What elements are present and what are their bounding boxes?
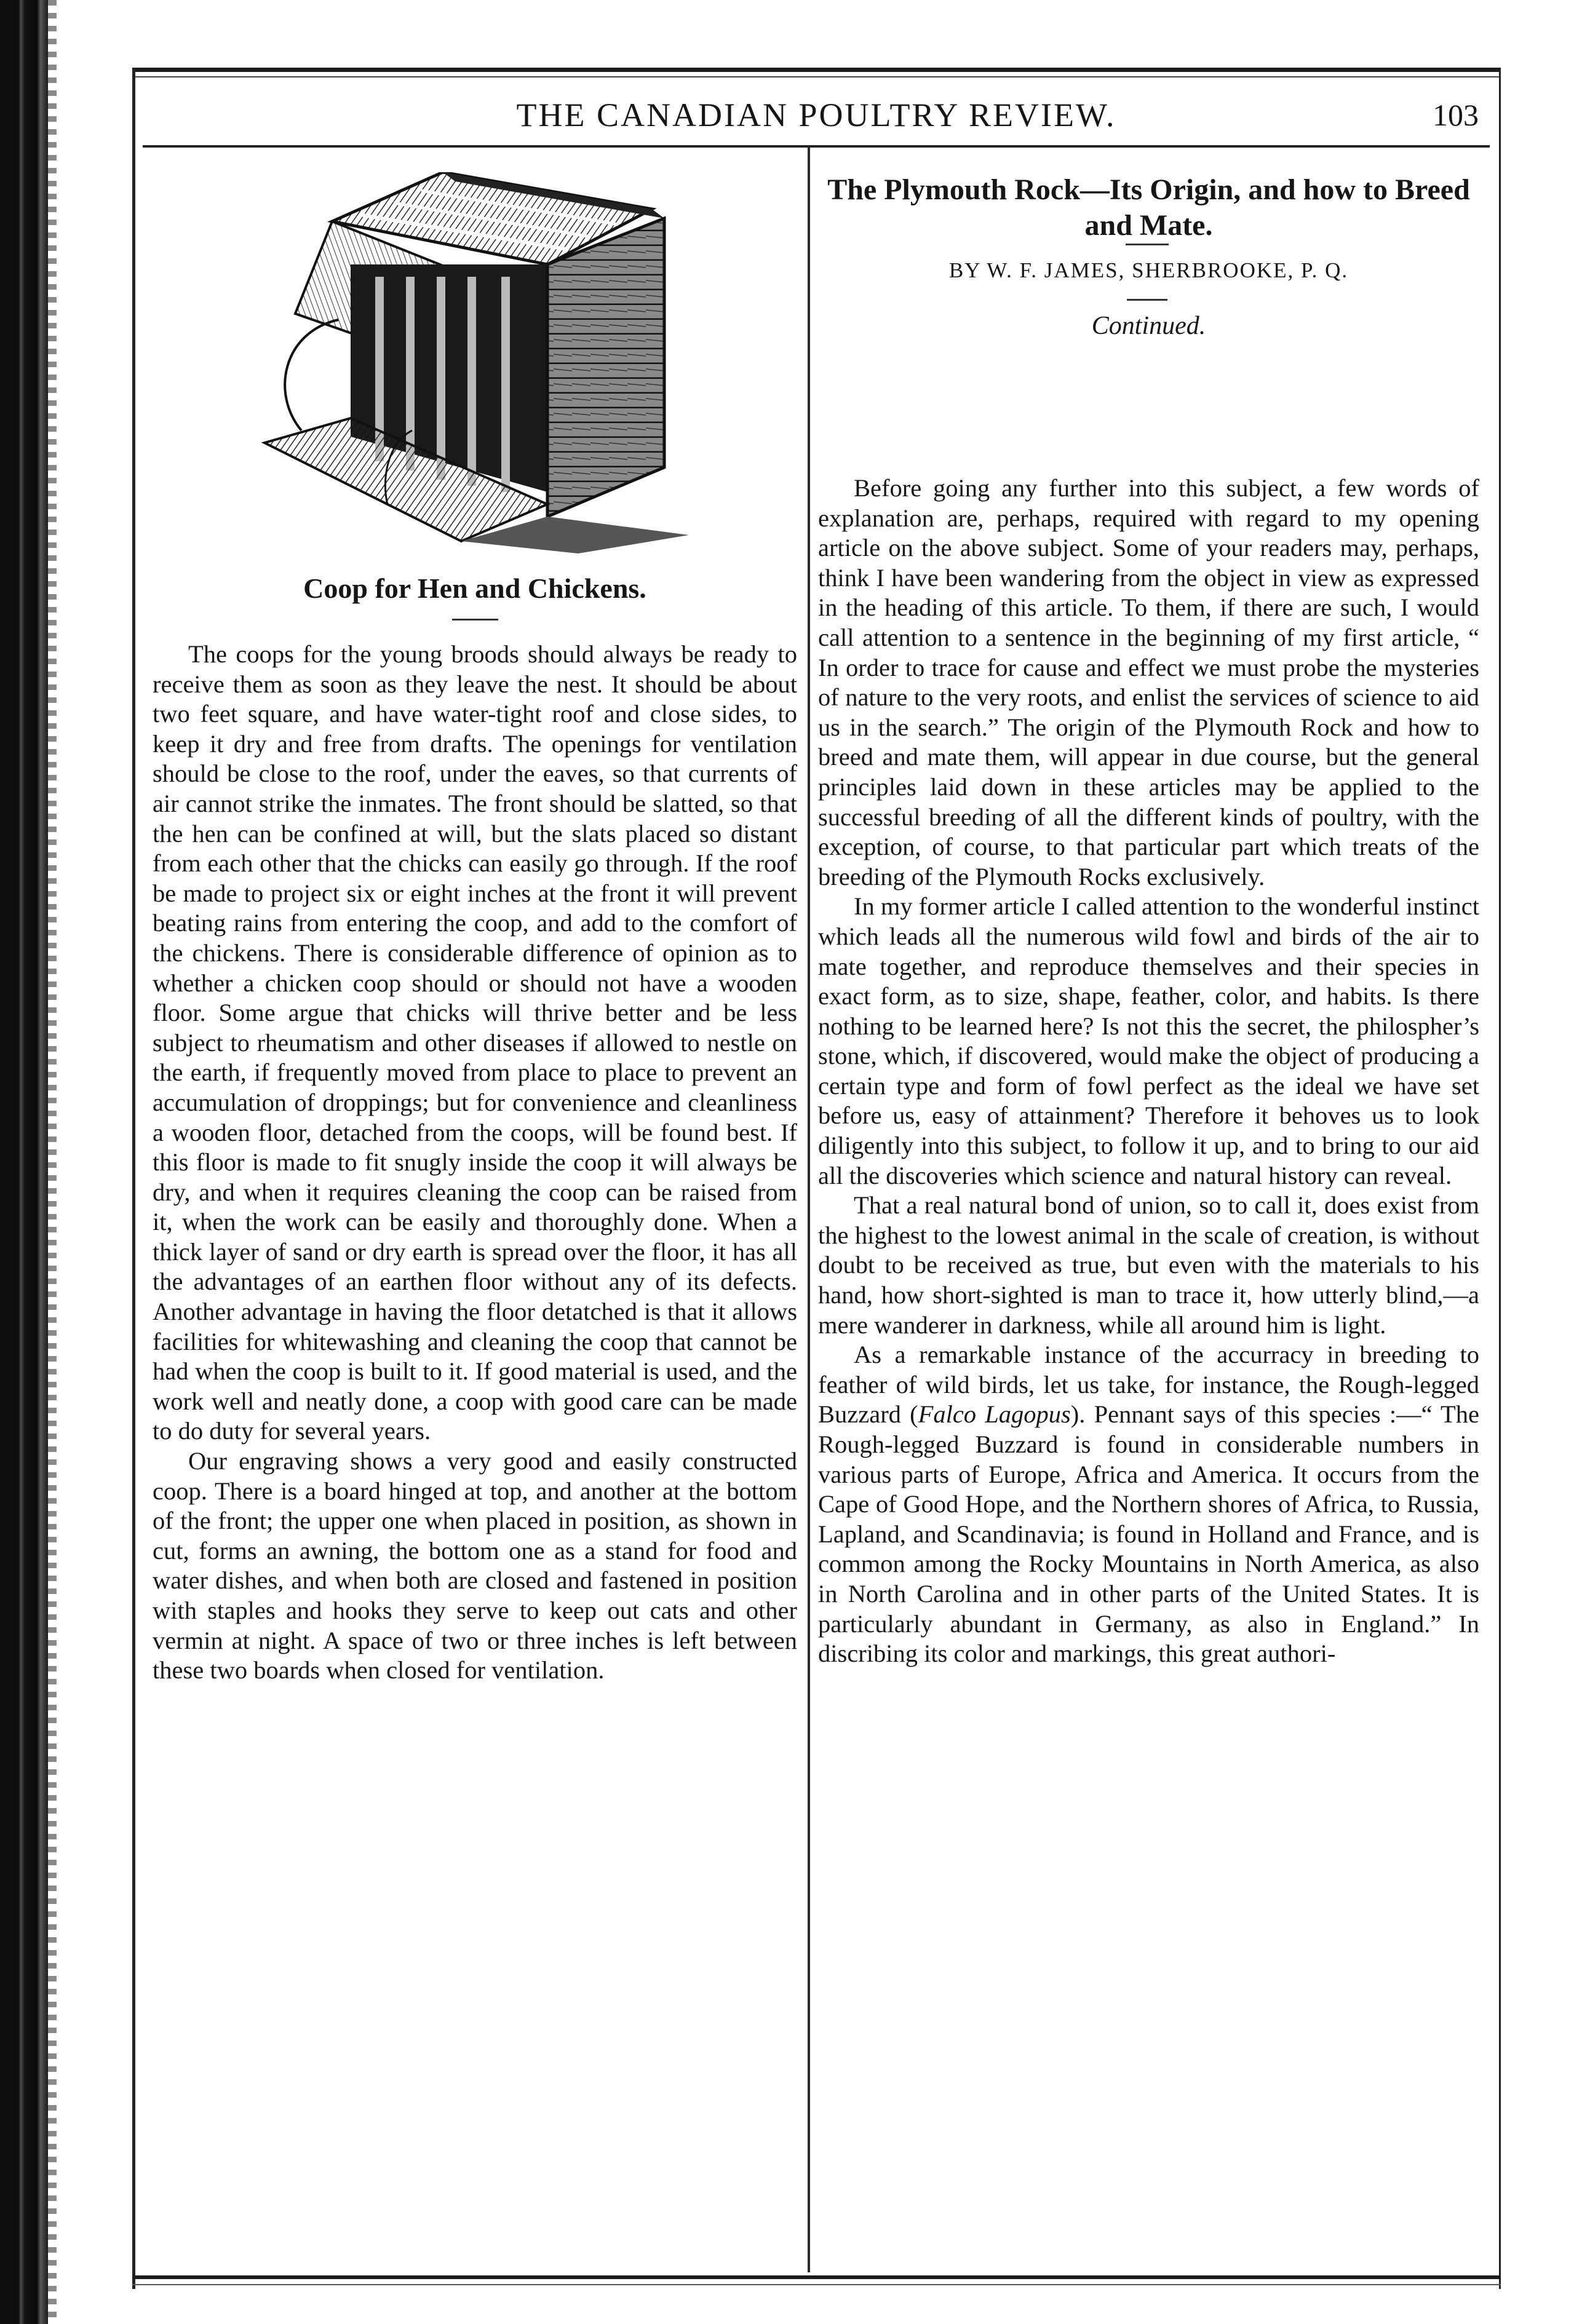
paragraph: The coops for the young broods should always be ready to receive them as soon as they leave the nest. It should be about two feet square, and have water-tight roof and close sides, to keep it dry and free from drafts. The openings for ventilation should be close to the roof, under the eaves, so that currents of air cannot strike the inmates. The front should be slatted, so that the hen can be confined at will, but the slats placed so distant from each other that the chicks can easily go through. If the roof be made to project six or eight inches at the front it will prevent beating rains from entering the coop, and add to the comfort of the chickens. There is considerable difference of opinion as to whether a chicken coop should or should not have a wooden floor. Some argue that chicks will thrive better and be less subject to rheumatism and other diseases if allowed to nestle on the earth, if frequently moved from place to place to prevent an accumulation of droppings; but for convenience and cleanliness a wooden floor, detached from the coops, will be found best. If this floor is made to fit snugly inside the coop it will always be dry, and when it requires cleaning the coop can be raised from it, when the work can be easily and thoroughly done. When a thick layer of sand or dry earth is spread over the floor, it has all the advantages of an earthen floor without any of its defects. Another advantage in having the floor detatched is that it allows facilities for whitewashing and cleaning the coop that cannot be had when the coop is built to it. If good material is used, and the work well and neatly done, a coop with good care can be made to do duty for several years. bbox=[153, 640, 797, 1445]
illustration-caption: Coop for Hen and Chickens. bbox=[303, 573, 646, 604]
title-rule bbox=[1126, 244, 1169, 245]
masthead-rule bbox=[143, 145, 1490, 148]
page-number: 103 bbox=[1433, 98, 1479, 132]
continued-label: Continued. bbox=[1091, 312, 1206, 340]
paragraph-text: As a remarkable instance of the accurracy in breeding to feather of wild birds, let us take, for instance, the Rough-legged Buzzard ( bbox=[818, 1341, 1479, 1429]
article-byline: BY W. F. JAMES, SHERBROOKE, P. Q. bbox=[948, 258, 1349, 282]
journal-title: THE CANADIAN POULTRY REVIEW. bbox=[516, 97, 1116, 133]
paragraph-text: ). Pennant says of this species :—“ The Rough-legged Buzzard is found in considerable numbers in various parts of Europe, Africa and America. It occurs from the Cape of Good Hope, and the Northern shores of Africa, to Russia, Lapland, and Scandinavia; is found in Holland and France, and is common among the Rocky Mountains in North America, as also in North Carolina and in other parts of the United States. It is particularly abundant in Germany, as also in England.” In discribing its color and markings, this great authori- bbox=[818, 1400, 1479, 1668]
article-title: The Plymouth Rock—Its Origin, and how to Breed and Mate. bbox=[827, 173, 1470, 242]
column-divider bbox=[808, 148, 810, 2272]
paragraph: That a real natural bond of union, so to call it, does exist from the highest to the lowest animal in the scale of creation, is without doubt to be received as true, but even with the materials to his hand, how short-sighted is man to trace it, how utterly blind,—a mere wanderer in darkness, while all around him is light. bbox=[818, 1191, 1479, 1339]
paragraph bbox=[818, 1340, 1479, 1669]
book-spine-shadow bbox=[0, 0, 48, 2324]
right-column bbox=[818, 474, 1479, 1669]
left-column bbox=[153, 640, 797, 1686]
bottom-border-rule-thin bbox=[132, 2284, 1501, 2285]
byline-rule bbox=[1127, 299, 1167, 301]
latin-species-name: Falco Lagopus bbox=[918, 1400, 1071, 1429]
hen-coop-engraving-icon bbox=[258, 172, 726, 553]
bottom-border-rule bbox=[132, 2275, 1501, 2279]
paragraph: In my former article I called attention to the wonderful instinct which leads all the numerous wild fowl and birds of the air to mate together, and reproduce themselves and their species in exact form, as to size, shape, feather, color, and habits. Is there nothing to be learned here? Is not this the secret, the philospher’s stone, which, if discovered, would make the object of producing a certain type and form of fowl perfect as the ideal we have set before us, easy of attainment? Therefore it behoves us to look diligently into this subject, to follow it up, and to bring to our aid all the discoveries which science and natural history can reveal. bbox=[818, 892, 1479, 1189]
paragraph: Before going any further into this subject, a few words of explanation are, perhaps, required with regard to my opening article on the above subject. Some of your readers may, perhaps, think I have been wandering from the object in view as expressed in the heading of this article. To them, if there are such, I would call attention to a sentence in the beginning of my first article, “ In order to trace for cause and effect we must probe the mysteries of nature to the very roots, and enlist the services of science to aid us in the search.” The origin of the Plymouth Rock and how to breed and mate them, will appear in due course, but the general principles laid down in these articles may be applied to the successful breeding of all the different kinds of poultry, with the exception, of course, to that particular part which treats of the breeding of the Plymouth Rocks exclusively. bbox=[818, 474, 1479, 890]
masthead bbox=[143, 92, 1490, 141]
caption-rule bbox=[452, 619, 498, 621]
gutter-edge bbox=[48, 0, 57, 2324]
paragraph: Our engraving shows a very good and easily constructed coop. There is a board hinged at top, and another at the bottom of the front; the upper one when placed in position, as shown in cut, forms an awning, the bottom one as a stand for food and water dishes, and when both are closed and fastened in position with staples and hooks they serve to keep out cats and other vermin at night. A space of two or three inches is left between these two boards when closed for ventilation. bbox=[153, 1447, 797, 1684]
